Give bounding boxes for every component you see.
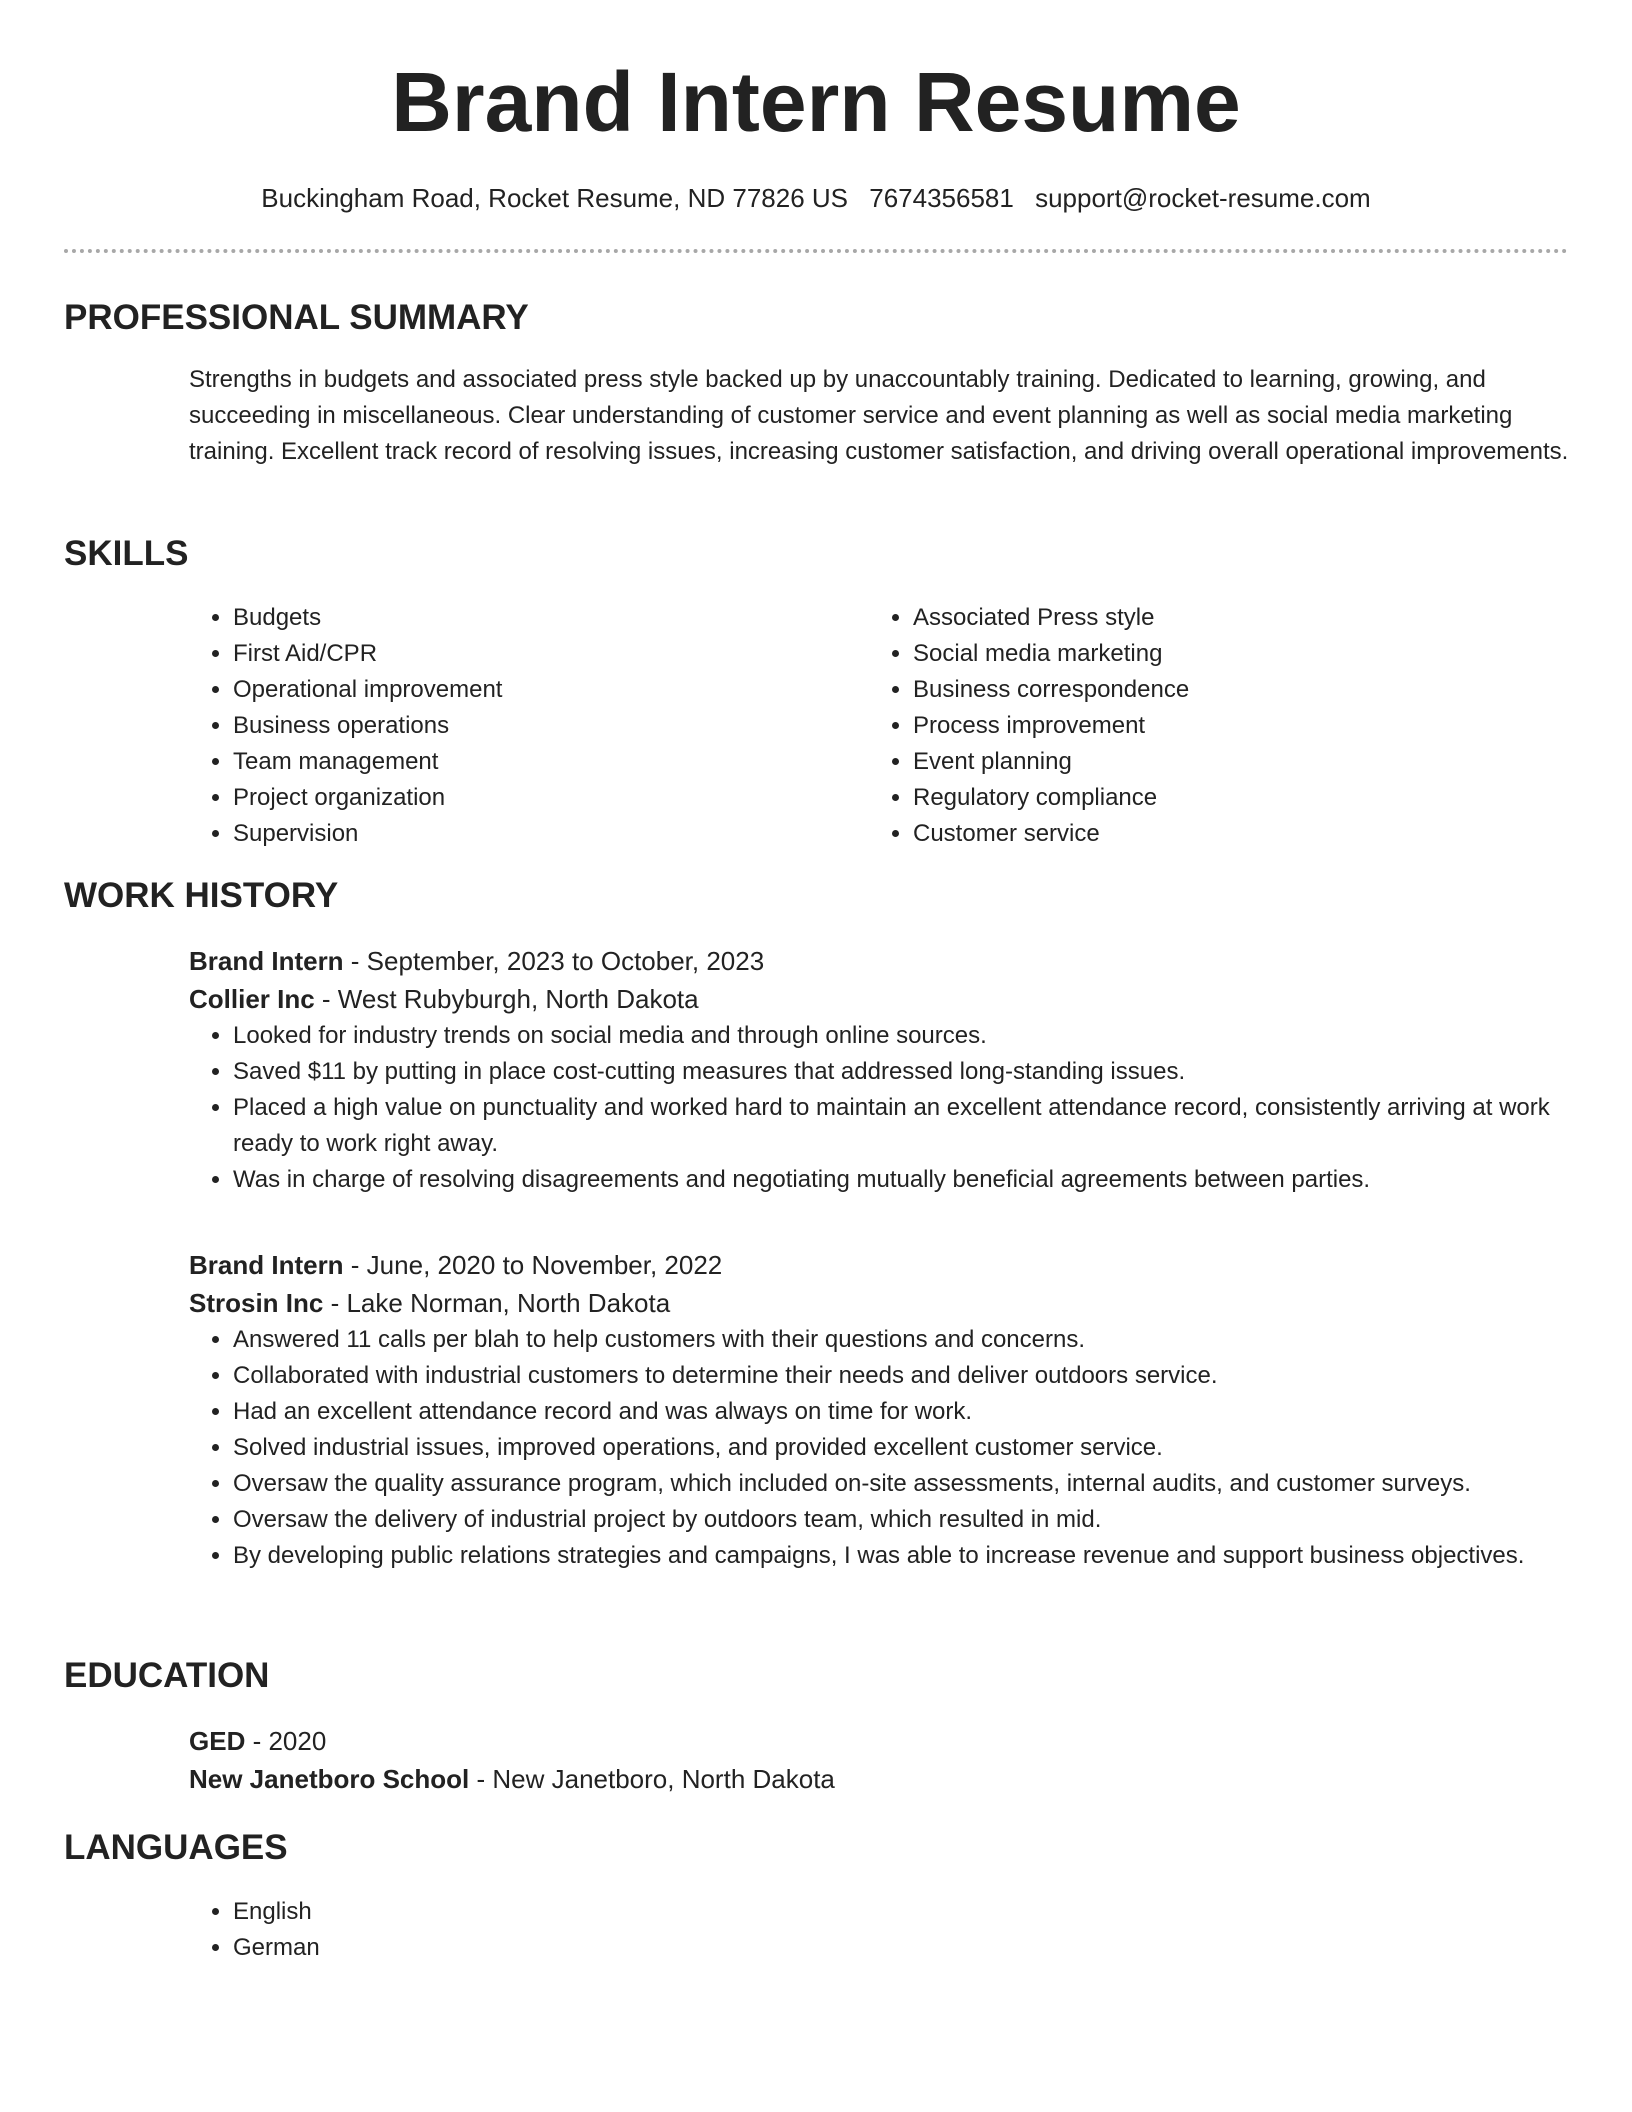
skill-item: • Supervision <box>233 816 869 852</box>
language-item: • English <box>233 1894 320 1930</box>
job-bullet: • By developing public relations strategies and campaigns, I was able to increase revenue and support business objectives. <box>233 1538 1613 1574</box>
skill-item: • First Aid/CPR <box>233 636 869 672</box>
skills-column-left <box>189 600 869 852</box>
language-item: • German <box>233 1930 320 1966</box>
skill-item: • Customer service <box>913 816 1549 852</box>
skill-item: • Project organization <box>233 780 869 816</box>
contact-line <box>0 180 1632 216</box>
job-company-line <box>189 980 1613 1018</box>
skill-item: • Process improvement <box>913 708 1549 744</box>
education-entry <box>189 1722 835 1798</box>
skill-item: • Associated Press style <box>913 600 1549 636</box>
skill-item: • Regulatory compliance <box>913 780 1549 816</box>
job-bullet: • Oversaw the quality assurance program, which included on-site assessments, internal audits, and customer surveys. <box>233 1466 1613 1502</box>
job-company-line <box>189 1284 1613 1322</box>
job-bullets <box>189 1018 1613 1198</box>
contact-email: support@rocket-resume.com <box>1035 183 1371 213</box>
education-heading: EDUCATION <box>64 1656 270 1695</box>
job-title-line <box>189 942 1613 980</box>
education-degree: GED <box>189 1726 246 1756</box>
job-company: Collier Inc <box>189 984 315 1014</box>
job-dates: - June, 2020 to November, 2022 <box>343 1250 723 1280</box>
job-dates: - September, 2023 to October, 2023 <box>343 946 765 976</box>
skill-item: • Team management <box>233 744 869 780</box>
job-bullet: • Oversaw the delivery of industrial project by outdoors team, which resulted in mid. <box>233 1502 1613 1538</box>
contact-address: Buckingham Road, Rocket Resume, ND 77826 US <box>261 183 849 213</box>
job-title: Brand Intern <box>189 1250 344 1280</box>
job-bullet: • Saved $11 by putting in place cost-cutting measures that addressed long-standing issues. <box>233 1054 1613 1090</box>
skill-item: • Business correspondence <box>913 672 1549 708</box>
job-location: - Lake Norman, North Dakota <box>323 1288 671 1318</box>
job-company: Strosin Inc <box>189 1288 324 1318</box>
summary-heading: PROFESSIONAL SUMMARY <box>64 298 529 337</box>
skills-list <box>189 600 1549 852</box>
job-entry <box>189 942 1613 1198</box>
job-bullet: • Was in charge of resolving disagreements and negotiating mutually beneficial agreements between parties. <box>233 1162 1613 1198</box>
work-history-heading: WORK HISTORY <box>64 876 339 915</box>
summary-text: Strengths in budgets and associated press style backed up by unaccountably training. Dedicated to learning, growing, and succeeding in miscellaneous. Clear understanding of customer service and event planning as well as social media marketing training. Excellent track record of resolving issues, increasing customer satisfaction, and driving overall operational improvements. <box>189 366 1569 465</box>
resume-title: Brand Intern Resume <box>391 55 1241 149</box>
job-bullet: • Looked for industry trends on social media and through online sources. <box>233 1018 1613 1054</box>
contact-phone: 7674356581 <box>869 183 1014 213</box>
skills-column-right <box>869 600 1549 852</box>
job-bullet: • Answered 11 calls per blah to help customers with their questions and concerns. <box>233 1322 1613 1358</box>
skill-item: • Budgets <box>233 600 869 636</box>
education-school-line <box>189 1760 835 1798</box>
skill-item: • Event planning <box>913 744 1549 780</box>
languages-heading: LANGUAGES <box>64 1828 288 1867</box>
job-bullet: • Collaborated with industrial customers to determine their needs and deliver outdoors service. <box>233 1358 1613 1394</box>
job-title: Brand Intern <box>189 946 344 976</box>
education-location: - New Janetboro, North Dakota <box>469 1764 835 1794</box>
languages-bullets <box>189 1894 320 1966</box>
education-year: - 2020 <box>245 1726 327 1756</box>
job-entry <box>189 1246 1613 1574</box>
education-school: New Janetboro School <box>189 1764 470 1794</box>
languages-list <box>189 1894 320 1966</box>
job-bullet: • Had an excellent attendance record and was always on time for work. <box>233 1394 1613 1430</box>
job-bullets <box>189 1322 1613 1574</box>
skill-item: • Operational improvement <box>233 672 869 708</box>
job-title-line <box>189 1246 1613 1284</box>
education-degree-line <box>189 1722 835 1760</box>
job-bullet: • Placed a high value on punctuality and worked hard to maintain an excellent attendance record, consistently arriving at work ready to work right away. <box>233 1090 1613 1162</box>
skill-item: • Social media marketing <box>913 636 1549 672</box>
skill-item: • Business operations <box>233 708 869 744</box>
job-location: - West Rubyburgh, North Dakota <box>314 984 699 1014</box>
skills-heading: SKILLS <box>64 534 189 573</box>
job-bullet: • Solved industrial issues, improved operations, and provided excellent customer service. <box>233 1430 1613 1466</box>
header-divider <box>64 249 1568 253</box>
